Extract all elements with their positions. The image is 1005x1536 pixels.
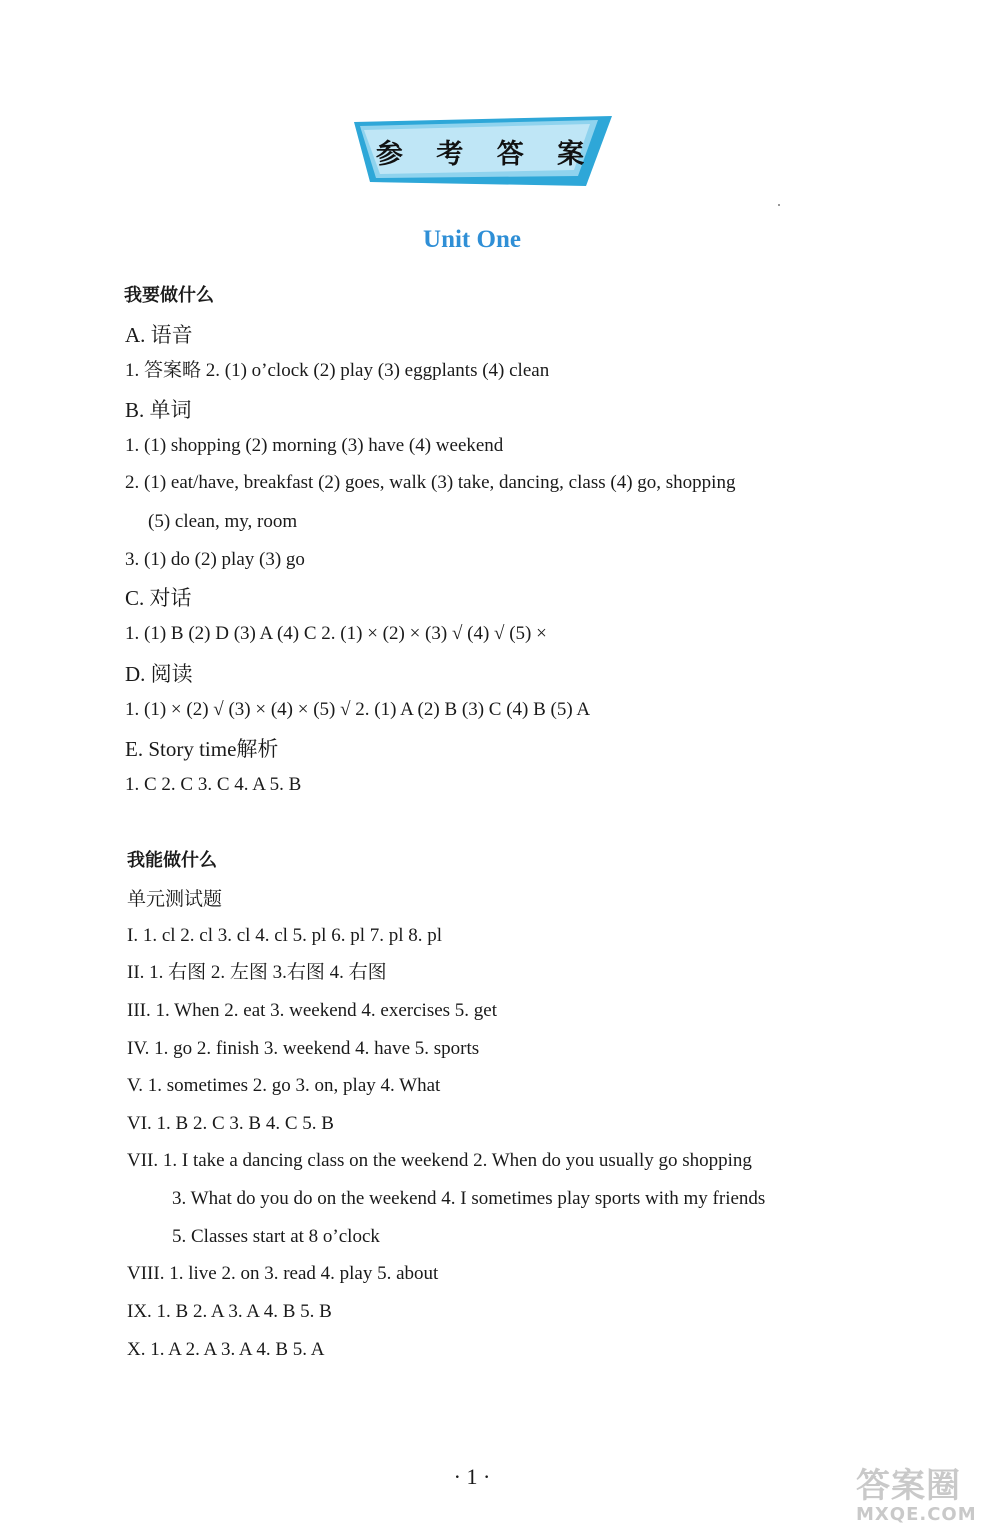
section-heading-2: 我能做什么 — [127, 850, 217, 871]
answer-line: 1. (1) B (2) D (3) A (4) C 2. (1) × (2) × (3) √ (4) √ (5) × — [125, 623, 547, 644]
answer-line: VII. 1. I take a dancing class on the weekend 2. When do you usually go shopping — [127, 1150, 752, 1171]
answer-line: IV. 1. go 2. finish 3. weekend 4. have 5. sports — [127, 1038, 480, 1059]
answer-line: 1. (1) shopping (2) morning (3) have (4) weekend — [125, 435, 504, 456]
answer-line: 3. What do you do on the weekend 4. I sometimes play sports with my friends — [172, 1188, 766, 1209]
answer-line: (5) clean, my, room — [148, 511, 298, 532]
answer-line: 1. C 2. C 3. C 4. A 5. B — [125, 774, 302, 795]
answer-line: VI. 1. B 2. C 3. B 4. C 5. B — [127, 1113, 334, 1134]
answer-line: III. 1. When 2. eat 3. weekend 4. exercises 5. get — [127, 1000, 498, 1021]
answer-line: 5. Classes start at 8 o’clock — [172, 1226, 380, 1247]
stray-dot — [778, 204, 780, 206]
answer-line: 1. 答案略 2. (1) o’clock (2) play (3) eggplants (4) clean — [125, 360, 550, 381]
answer-line: II. 1. 右图 2. 左图 3.右图 4. 右图 — [127, 962, 387, 983]
section-d-heading: D. 阅读 — [125, 662, 193, 686]
answer-line: VIII. 1. live 2. on 3. read 4. play 5. about — [127, 1263, 439, 1284]
unit-test-heading: 单元测试题 — [127, 888, 223, 910]
section-b-heading: B. 单词 — [125, 398, 192, 422]
section-a-heading: A. 语音 — [125, 323, 193, 347]
answer-line: I. 1. cl 2. cl 3. cl 4. cl 5. pl 6. pl 7. pl 8. pl — [127, 925, 443, 946]
answer-line: X. 1. A 2. A 3. A 4. B 5. A — [127, 1339, 325, 1360]
banner-title: 参 考 答 案 — [375, 138, 597, 170]
watermark-bottom: MXQE.COM — [856, 1504, 977, 1525]
section-heading-1: 我要做什么 — [124, 285, 214, 306]
watermark-logo — [856, 1468, 996, 1530]
section-c-heading: C. 对话 — [125, 586, 192, 610]
answer-line: 1. (1) × (2) √ (3) × (4) × (5) √ 2. (1) A (2) B (3) C (4) B (5) A — [125, 699, 591, 720]
answer-line: V. 1. sometimes 2. go 3. on, play 4. What — [127, 1075, 441, 1096]
answer-line: 2. (1) eat/have, breakfast (2) goes, walk (3) take, dancing, class (4) go, shopping — [125, 472, 736, 493]
answer-line: IX. 1. B 2. A 3. A 4. B 5. B — [127, 1301, 332, 1322]
page-number: · 1 · — [453, 1464, 491, 1489]
unit-title: Unit One — [423, 226, 521, 253]
answer-line: 3. (1) do (2) play (3) go — [125, 549, 305, 570]
answer-key-banner — [350, 114, 612, 188]
section-e-heading: E. Story time解析 — [125, 737, 279, 761]
watermark-top: 答案圈 — [856, 1466, 961, 1506]
